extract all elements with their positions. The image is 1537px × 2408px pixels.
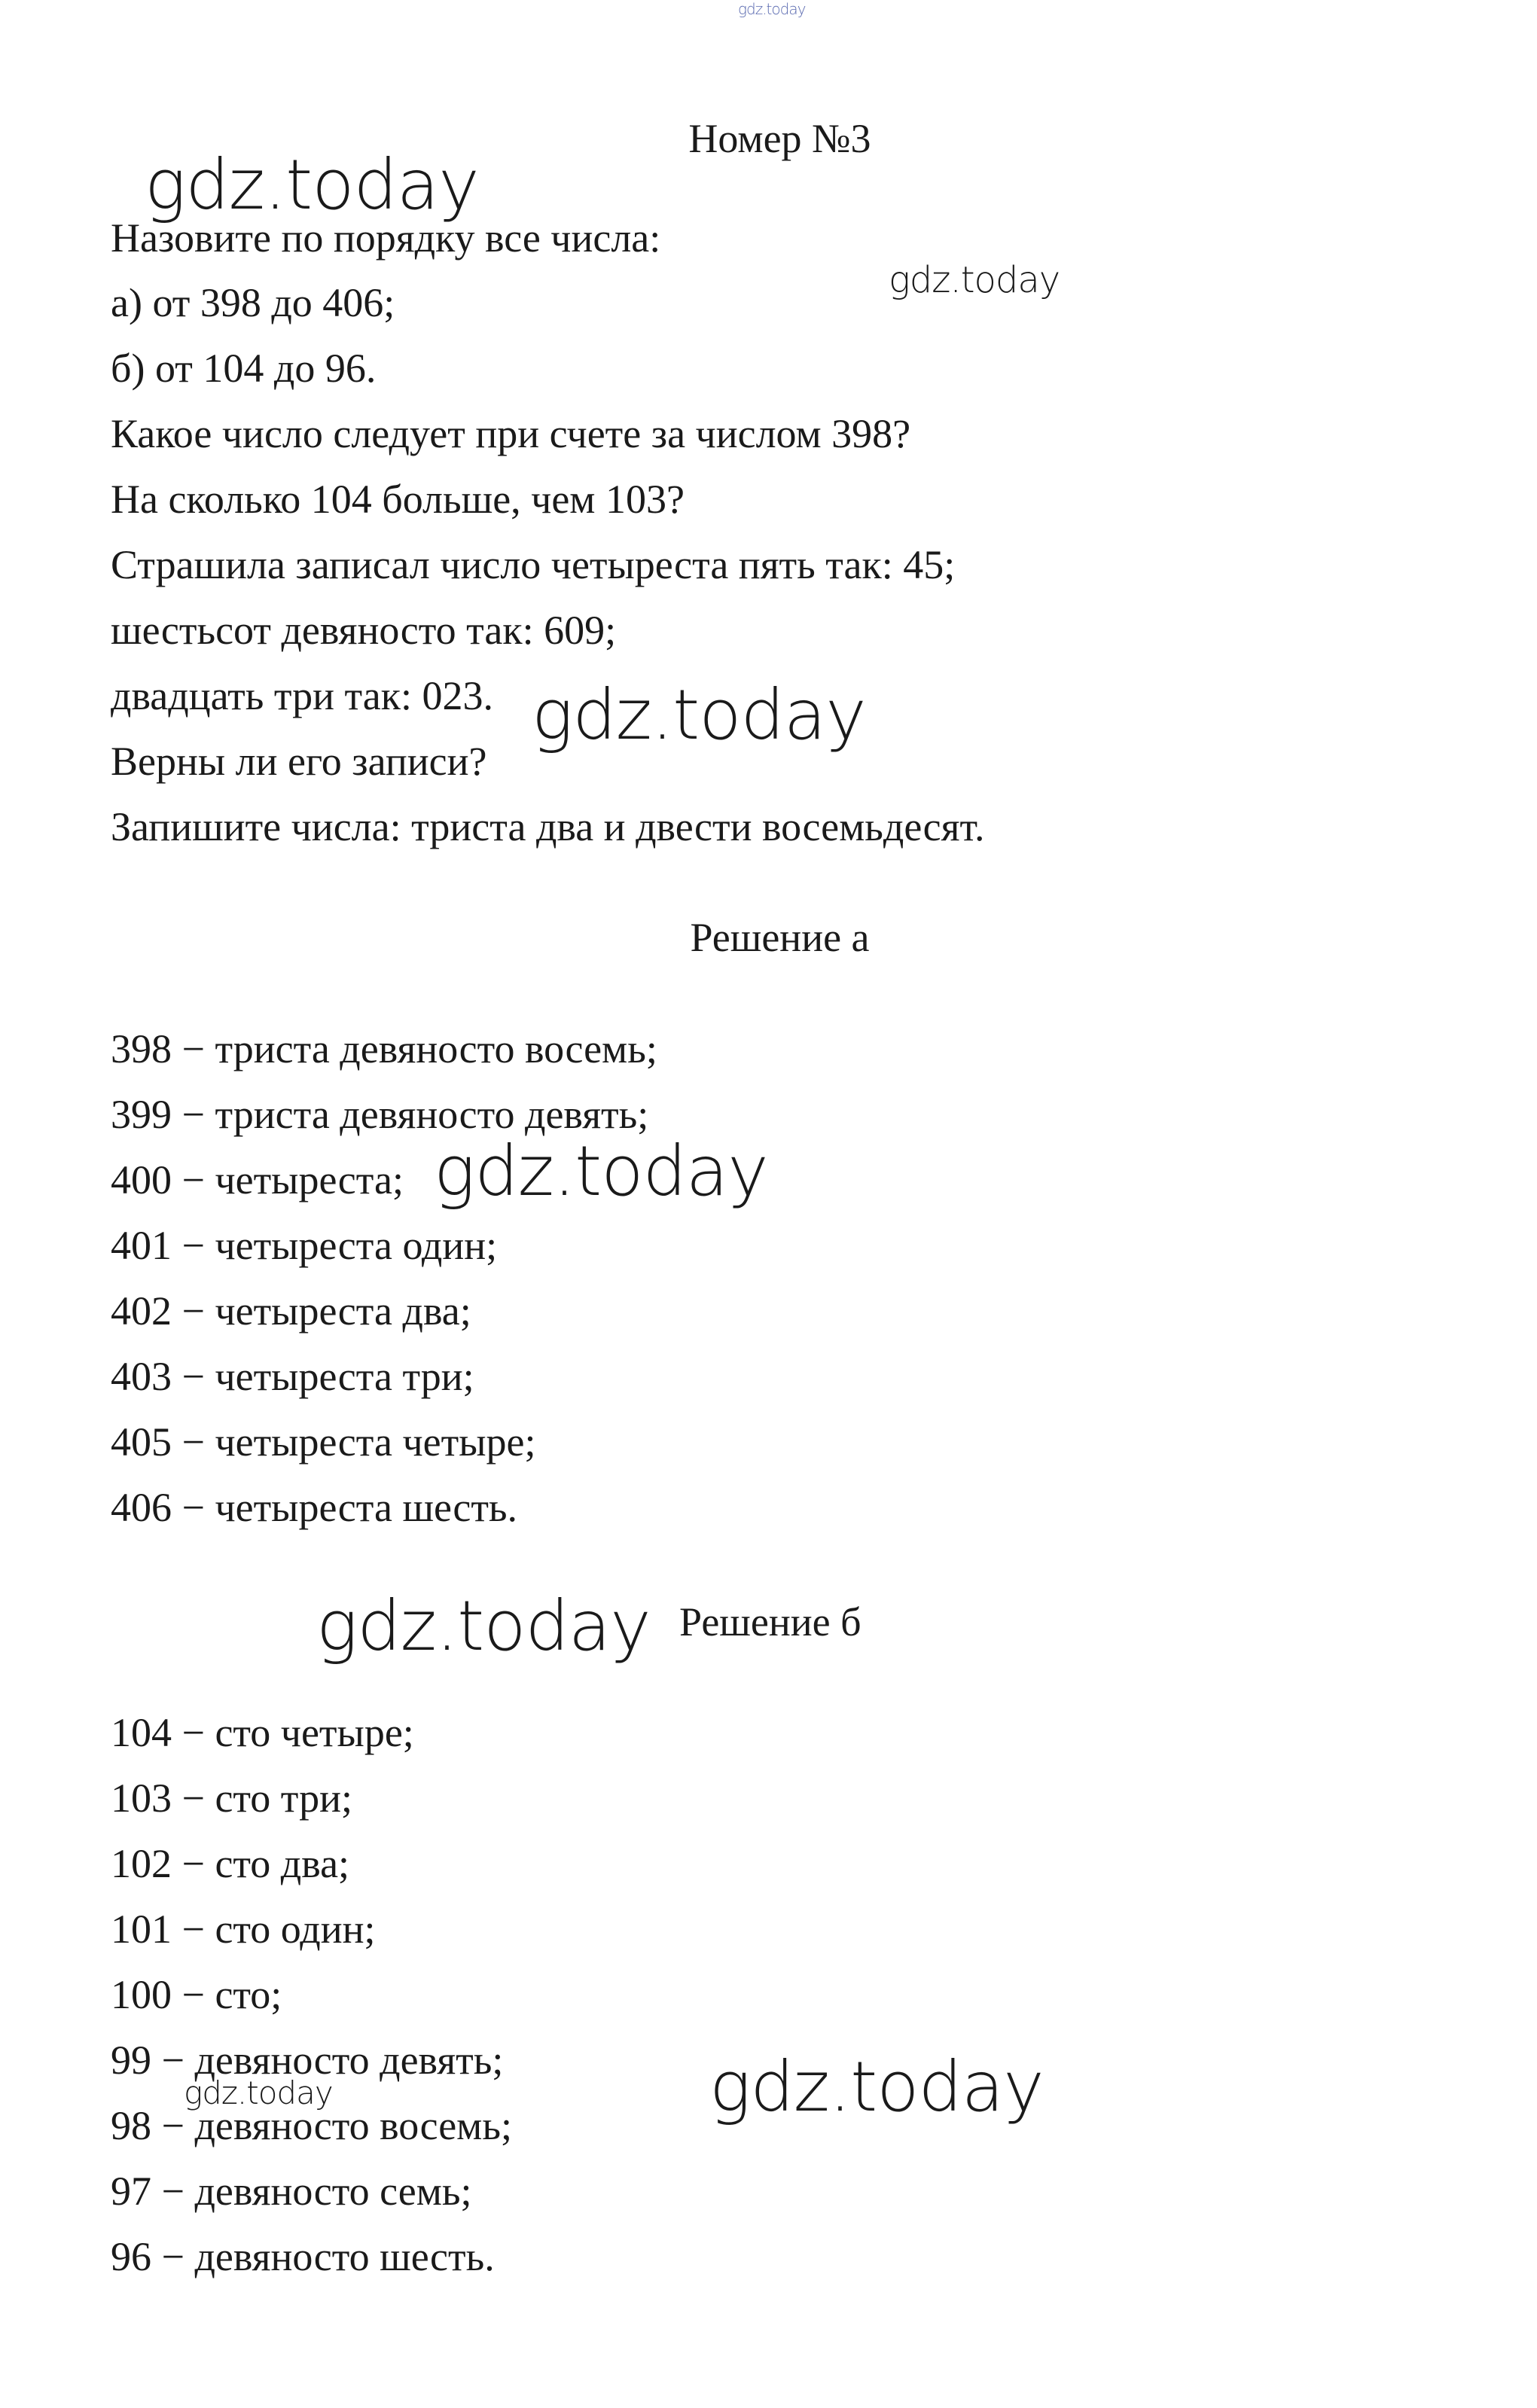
solution-b-line-6: 99 − девяносто девять; — [111, 2038, 504, 2083]
task-line-6: Страшила записал число четыреста пять так: 45; — [111, 542, 956, 587]
solution-b-title: Решение б — [679, 1599, 862, 1644]
watermark-2: gdz.today — [889, 259, 1060, 301]
solution-b-line-2: 103 − сто три; — [111, 1776, 352, 1821]
watermark-1: gdz.today — [145, 145, 479, 225]
task-line-1: Назовите по порядку все числа: — [111, 215, 661, 261]
solution-b-line-5: 100 − сто; — [111, 1972, 282, 2017]
watermark-6: gdz.today — [709, 2047, 1044, 2127]
watermark-tiny: gdz.today — [738, 0, 806, 18]
task-line-2: а) от 398 до 406; — [111, 280, 395, 325]
task-title: Номер №3 — [688, 116, 871, 161]
solution-b-line-8: 97 − девяносто семь; — [111, 2169, 472, 2214]
task-line-8: двадцать три так: 023. — [111, 673, 494, 718]
task-line-3: б) от 104 до 96. — [111, 346, 377, 391]
task-line-9: Верны ли его записи? — [111, 739, 487, 784]
solution-b-line-9: 96 − девяносто шесть. — [111, 2234, 495, 2279]
solution-a-line-2: 399 − триста девяносто девять; — [111, 1092, 649, 1137]
watermark-5: gdz.today — [316, 1586, 651, 1666]
watermark-7: gdz.today — [184, 2074, 333, 2111]
solution-a-line-1: 398 − триста девяносто восемь; — [111, 1026, 657, 1071]
solution-a-line-6: 403 − четыреста три; — [111, 1354, 474, 1399]
solution-b-line-7: 98 − девяносто восемь; — [111, 2103, 512, 2148]
task-line-4: Какое число следует при счете за числом 398? — [111, 411, 911, 456]
task-line-10: Запишите числа: триста два и двести восемьдесят. — [111, 804, 985, 849]
solution-a-line-5: 402 − четыреста два; — [111, 1288, 471, 1334]
solution-a-line-8: 406 − четыреста шесть. — [111, 1485, 518, 1530]
solution-a-title: Решение а — [690, 915, 870, 960]
solution-b-line-3: 102 − сто два; — [111, 1841, 350, 1886]
watermark-4: gdz.today — [434, 1131, 768, 1212]
task-line-7: шестьсот девяносто так: 609; — [111, 608, 617, 653]
solution-a-line-4: 401 − четыреста один; — [111, 1223, 498, 1268]
task-line-5: На сколько 104 больше, чем 103? — [111, 477, 685, 522]
solution-b-line-1: 104 − сто четыре; — [111, 1710, 414, 1755]
solution-a-line-3: 400 − четыреста; — [111, 1157, 404, 1202]
watermark-3: gdz.today — [532, 675, 866, 755]
solution-b-line-4: 101 − сто один; — [111, 1907, 376, 1952]
solution-a-line-7: 405 − четыреста четыре; — [111, 1419, 536, 1465]
